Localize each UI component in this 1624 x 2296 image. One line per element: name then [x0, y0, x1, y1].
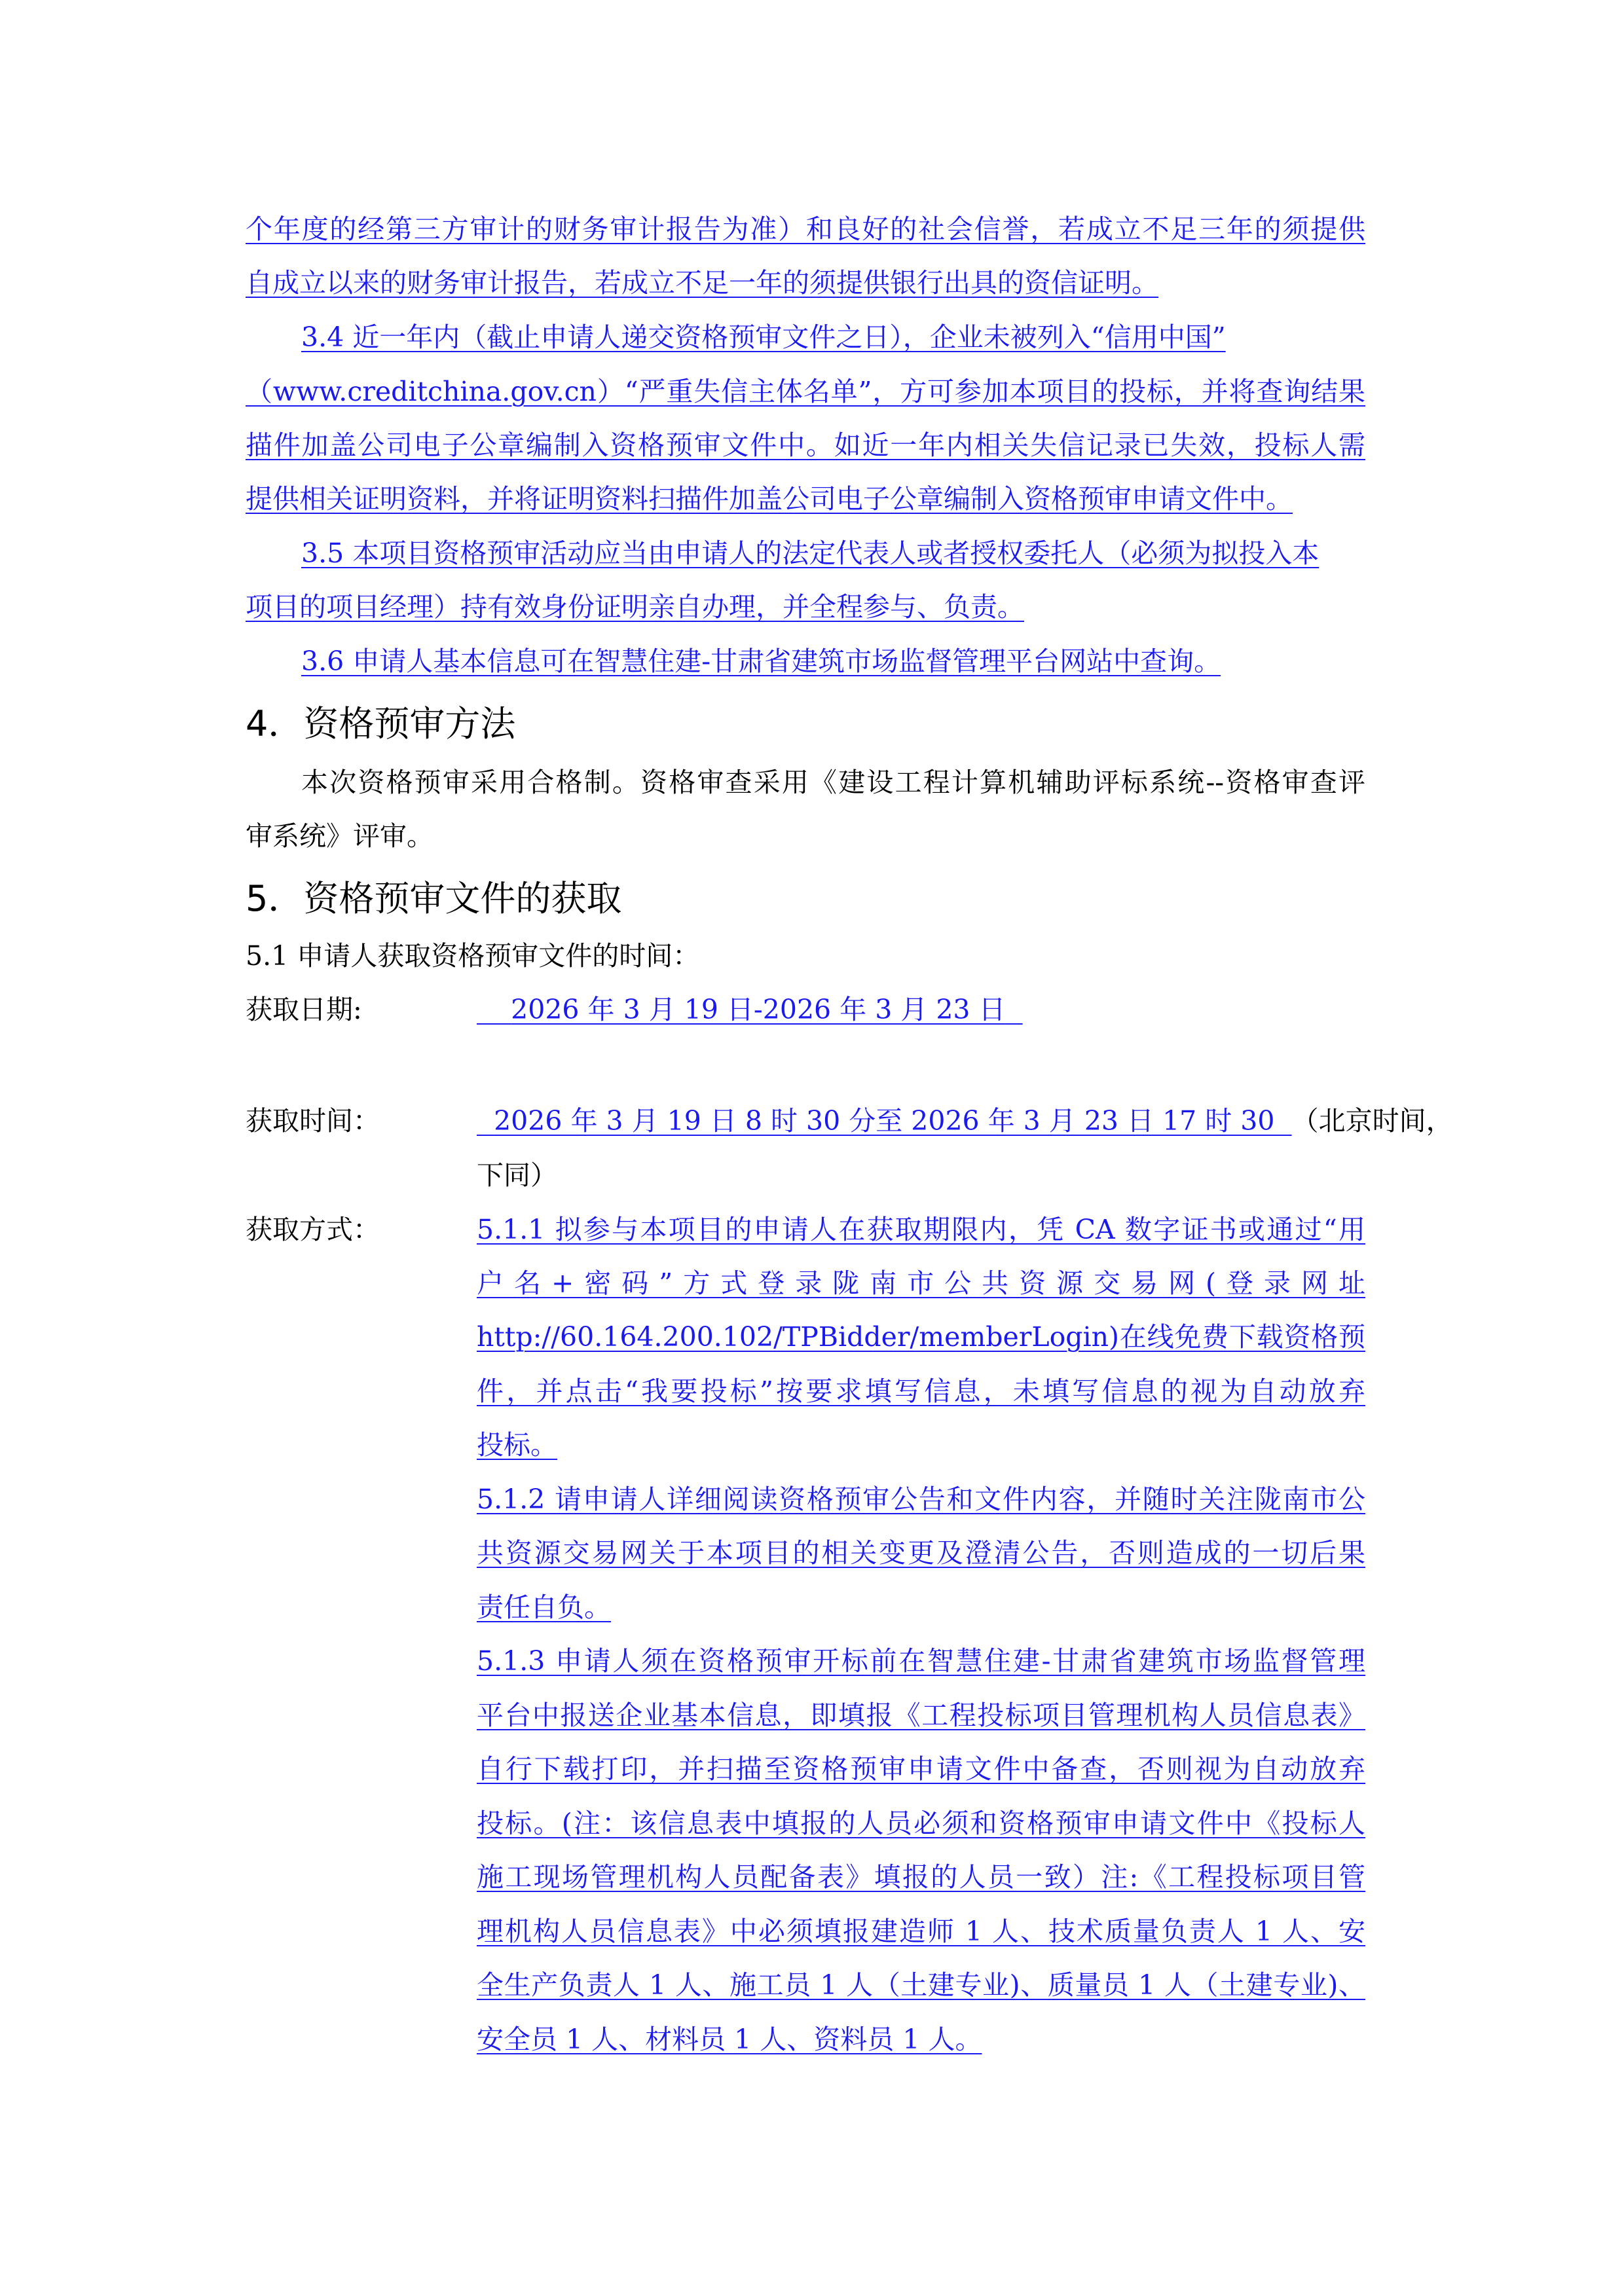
section-5-1-subheading: 5.1 申请人获取资格预审文件的时间： [246, 940, 700, 972]
clause-3-5-line: 3.5 本项目资格预审活动应当由申请人的法定代表人或者授权委托人（必须为拟投入本 [301, 538, 1320, 569]
clause-3-4-line: 描件加盖公司电子公章编制入资格预审文件中。如近一年内相关失信记录已失效，投标人需 [246, 429, 1365, 461]
clause-5-1-1-line: 户名+密码”方式登录陇南市公共资源交易网(登录网址 [477, 1267, 1365, 1299]
time-suffix: （北京时间， [1291, 1105, 1453, 1137]
clause-5-1-3-line: 平台中报送企业基本信息，即填报《工程投标项目管理机构人员信息表》 [477, 1700, 1365, 1731]
clause-5-1-3-line: 全生产负责人 1 人、施工员 1 人（土建专业)、质量员 1 人（土建专业)、 [477, 1969, 1365, 2001]
clause-5-1-3-line: 理机构人员信息表》中必须填报建造师 1 人、技术质量负责人 1 人、安 [477, 1916, 1365, 1947]
clause-5-1-3-line: 投标。(注：该信息表中填报的人员必须和资格预审申请文件中《投标人 [477, 1808, 1365, 1839]
method-label: 获取方式： [246, 1214, 380, 1245]
clause-5-1-2-line: 责任自负。 [477, 1592, 611, 1623]
time-value-row [477, 1101, 1453, 1140]
clause-5-1-1-line: 5.1.1 拟参与本项目的申请人在获取期限内，凭 CA 数字证书或通过“用 [477, 1214, 1365, 1245]
clause-5-1-1-line: http://60.164.200.102/TPBidder/memberLogin)在线免费下载资格预 [477, 1321, 1365, 1353]
clause-5-1-2-line: 5.1.2 请申请人详细阅读资格预审公告和文件内容，并随时关注陇南市公 [477, 1484, 1365, 1515]
section-5-heading: 5．资格预审文件的获取 [246, 878, 622, 919]
section-4-body-line: 本次资格预审采用合格制。资格审查采用《建设工程计算机辅助评标系统--资格审查评 [301, 767, 1365, 798]
section-4-heading: 4．资格预审方法 [246, 703, 516, 744]
time-suffix-line: 下同） [477, 1159, 557, 1191]
clause-3-6-line: 3.6 申请人基本信息可在智慧住建-甘肃省建筑市场监督管理平台网站中查询。 [301, 646, 1221, 677]
clause-3-4-line: （www.creditchina.gov.cn）“严重失信主体名单”，方可参加本项目的投标，并将查询结果 [246, 376, 1365, 407]
clause-5-1-2-line: 共资源交易网关于本项目的相关变更及澄清公告，否则造成的一切后果 [477, 1537, 1365, 1569]
clause-5-1-1-line: 投标。 [477, 1429, 557, 1461]
time-label: 获取时间： [246, 1105, 380, 1137]
clause-5-1-3-line: 5.1.3 申请人须在资格预审开标前在智慧住建-甘肃省建筑市场监督管理 [477, 1645, 1365, 1677]
paragraph-line: 个年度的经第三方审计的财务审计报告为准）和良好的社会信誉，若成立不足三年的须提供 [246, 213, 1365, 245]
clause-3-5-line: 项目的项目经理）持有效身份证明亲自办理，并全程参与、负责。 [246, 591, 1024, 623]
clause-5-1-3-line: 自行下载打印，并扫描至资格预审申请文件中备查，否则视为自动放弃 [477, 1753, 1365, 1785]
section-4-body-line: 审系统》评审。 [246, 820, 434, 852]
clause-5-1-3-line: 施工现场管理机构人员配备表》填报的人员一致）注:《工程投标项目管 [477, 1861, 1365, 1893]
date-value: 2026 年 3 月 19 日-2026 年 3 月 23 日 [511, 994, 1006, 1025]
clause-3-4-line: 3.4 近一年内（截止申请人递交资格预审文件之日），企业未被列入“信用中国” [301, 321, 1226, 353]
clause-3-4-line: 提供相关证明资料，并将证明资料扫描件加盖公司电子公章编制入资格预审申请文件中。 [246, 483, 1293, 515]
time-value: 2026 年 3 月 19 日 8 时 30 分至 2026 年 3 月 23 日 17 时 30 [494, 1105, 1275, 1137]
clause-5-1-1-line: 件，并点击“我要投标”按要求填写信息，未填写信息的视为自动放弃 [477, 1376, 1365, 1407]
clause-5-1-3-line: 安全员 1 人、材料员 1 人、资料员 1 人。 [477, 2024, 982, 2055]
date-label: 获取日期: [246, 994, 362, 1025]
paragraph-line: 自成立以来的财务审计报告，若成立不足一年的须提供银行出具的资信证明。 [246, 267, 1158, 299]
